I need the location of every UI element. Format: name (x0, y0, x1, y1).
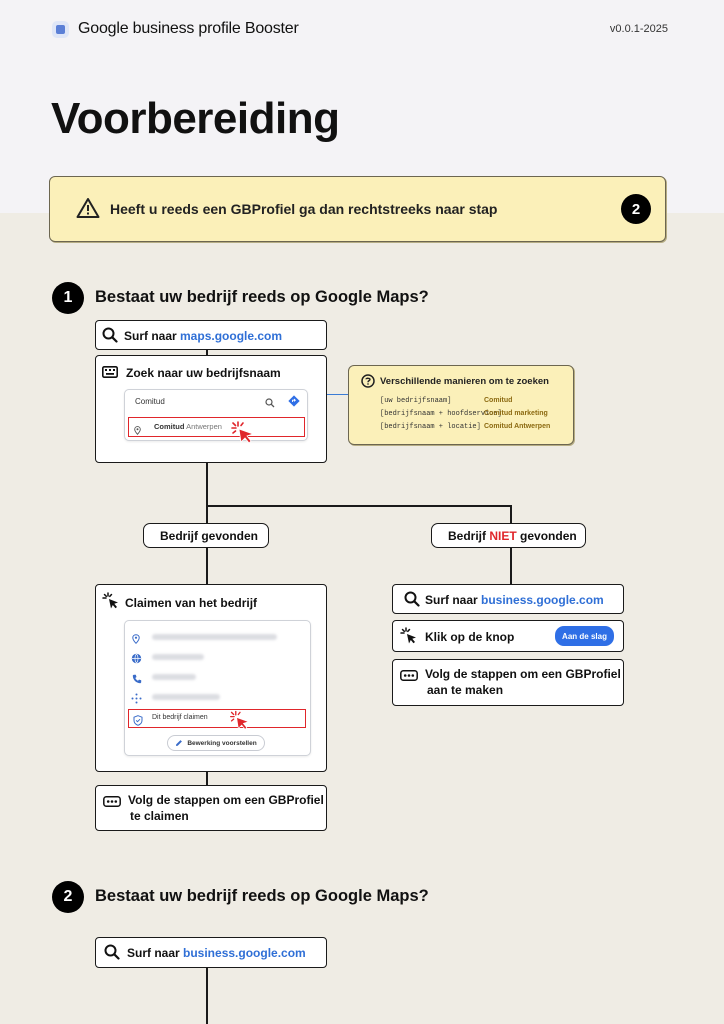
tip-example-3: Comitud Antwerpen (484, 423, 551, 430)
app-logo-icon (52, 21, 69, 38)
surf-maps-box (95, 320, 327, 350)
claim-title: Claimen van het bedrijf (125, 596, 258, 610)
click-icon (102, 592, 120, 615)
suggest-edit-label: Bewerking voorstellen (187, 739, 257, 747)
connector-line (206, 968, 208, 1024)
business-profile-mock (124, 620, 311, 756)
tip-pattern-1: [uw bedrijfsnaam] (380, 397, 452, 405)
click-button-box (392, 620, 624, 652)
get-started-button[interactable]: Aan de slag (555, 626, 614, 646)
maps-search-mock (124, 389, 308, 441)
branch-line-horizontal (206, 505, 511, 507)
blurred-phone (152, 674, 196, 680)
blurred-plus-code (152, 694, 220, 700)
dots-icon (400, 668, 418, 686)
surf-business-box-step-2 (95, 937, 327, 968)
mock-result-name: Comitud (154, 422, 185, 431)
version-label: v0.0.1-2025 (609, 23, 668, 35)
step-2-number: 2 (52, 881, 84, 913)
business-link[interactable]: business.google.com (183, 946, 306, 960)
search-icon (102, 327, 118, 348)
mock-result-row[interactable] (128, 417, 305, 437)
not-found-highlight: NIET (489, 528, 517, 543)
mock-result-location: Antwerpen (184, 422, 222, 431)
surf-business-prefix: Surf naar (127, 946, 184, 960)
directions-icon (288, 394, 300, 412)
claim-this-business-row[interactable] (128, 709, 306, 728)
question-icon (361, 374, 375, 393)
follow-claim-line-1: Volg de stappen om een GBProfiel (128, 793, 324, 807)
follow-create-line-1: Volg de stappen om een GBProfiel (425, 667, 621, 681)
tips-title: Verschillende manieren om te zoeken (380, 376, 549, 387)
branch-line (206, 463, 208, 524)
click-icon (400, 627, 418, 650)
blurred-website (152, 654, 204, 660)
tip-example-2: Comitud marketing (484, 410, 548, 417)
pin-icon (134, 422, 141, 440)
globe-icon (131, 651, 142, 669)
notice-text: Heeft u reeds een GBProfiel ga dan rechtstreeks naar stap (110, 201, 498, 217)
connector-line (510, 548, 512, 585)
phone-icon (132, 671, 142, 689)
surf-business-box (392, 584, 624, 614)
search-icon (404, 591, 420, 612)
follow-claim-steps-box (95, 785, 327, 831)
found-pill (143, 523, 269, 548)
click-cursor-icon (228, 709, 252, 736)
tip-example-1: Comitud (484, 397, 513, 404)
keyboard-icon (102, 365, 118, 383)
step-1-number: 1 (52, 282, 84, 314)
surf-maps-prefix: Surf naar (124, 329, 181, 343)
not-found-prefix: Bedrijf (448, 528, 490, 543)
follow-create-line-2: aan te maken (427, 683, 504, 697)
surf-business-prefix: Surf naar (425, 593, 482, 607)
app-title: Google business profile Booster (78, 20, 299, 37)
pencil-icon (175, 734, 183, 752)
business-link[interactable]: business.google.com (481, 593, 604, 607)
click-cursor-icon (229, 419, 257, 450)
not-found-suffix: gevonden (516, 528, 577, 543)
branch-line-right (510, 505, 512, 524)
tip-connector (327, 394, 350, 395)
connector-line (206, 548, 208, 585)
plus-code-icon (131, 691, 142, 709)
claim-action-label: Dit bedrijf claimen (152, 714, 208, 721)
claim-business-box (95, 584, 327, 772)
follow-claim-line-2: te claimen (130, 809, 189, 823)
search-icon (104, 944, 120, 965)
mock-search-value: Comitud (135, 397, 165, 406)
location-pin-icon (132, 631, 140, 649)
step-2-title: Bestaat uw bedrijf reeds op Google Maps? (95, 887, 429, 905)
notice-banner (49, 176, 666, 242)
mock-search-icon (265, 395, 275, 413)
search-business-label: Zoek naar uw bedrijfsnaam (126, 366, 281, 380)
suggest-edit-button[interactable] (167, 735, 265, 751)
found-label: Bedrijf gevonden (160, 528, 259, 543)
maps-link[interactable]: maps.google.com (180, 329, 283, 343)
follow-create-steps-box (392, 659, 624, 706)
search-tips-box (348, 365, 574, 445)
connector-line (206, 772, 208, 786)
shield-check-icon (133, 713, 143, 731)
search-business-box (95, 355, 327, 463)
page-title: Voorbereiding (51, 94, 340, 143)
tip-pattern-2: [bedrijfsnaam + hoofdservice] (380, 410, 502, 418)
dots-icon (103, 794, 121, 812)
step-2-badge[interactable]: 2 (621, 194, 651, 224)
click-button-label: Klik op de knop (425, 630, 515, 644)
step-1-title: Bestaat uw bedrijf reeds op Google Maps? (95, 288, 429, 306)
warning-icon (76, 197, 100, 224)
tip-pattern-3: [bedrijfsnaam + locatie] (380, 423, 481, 431)
blurred-address (152, 634, 277, 640)
not-found-pill (431, 523, 586, 548)
